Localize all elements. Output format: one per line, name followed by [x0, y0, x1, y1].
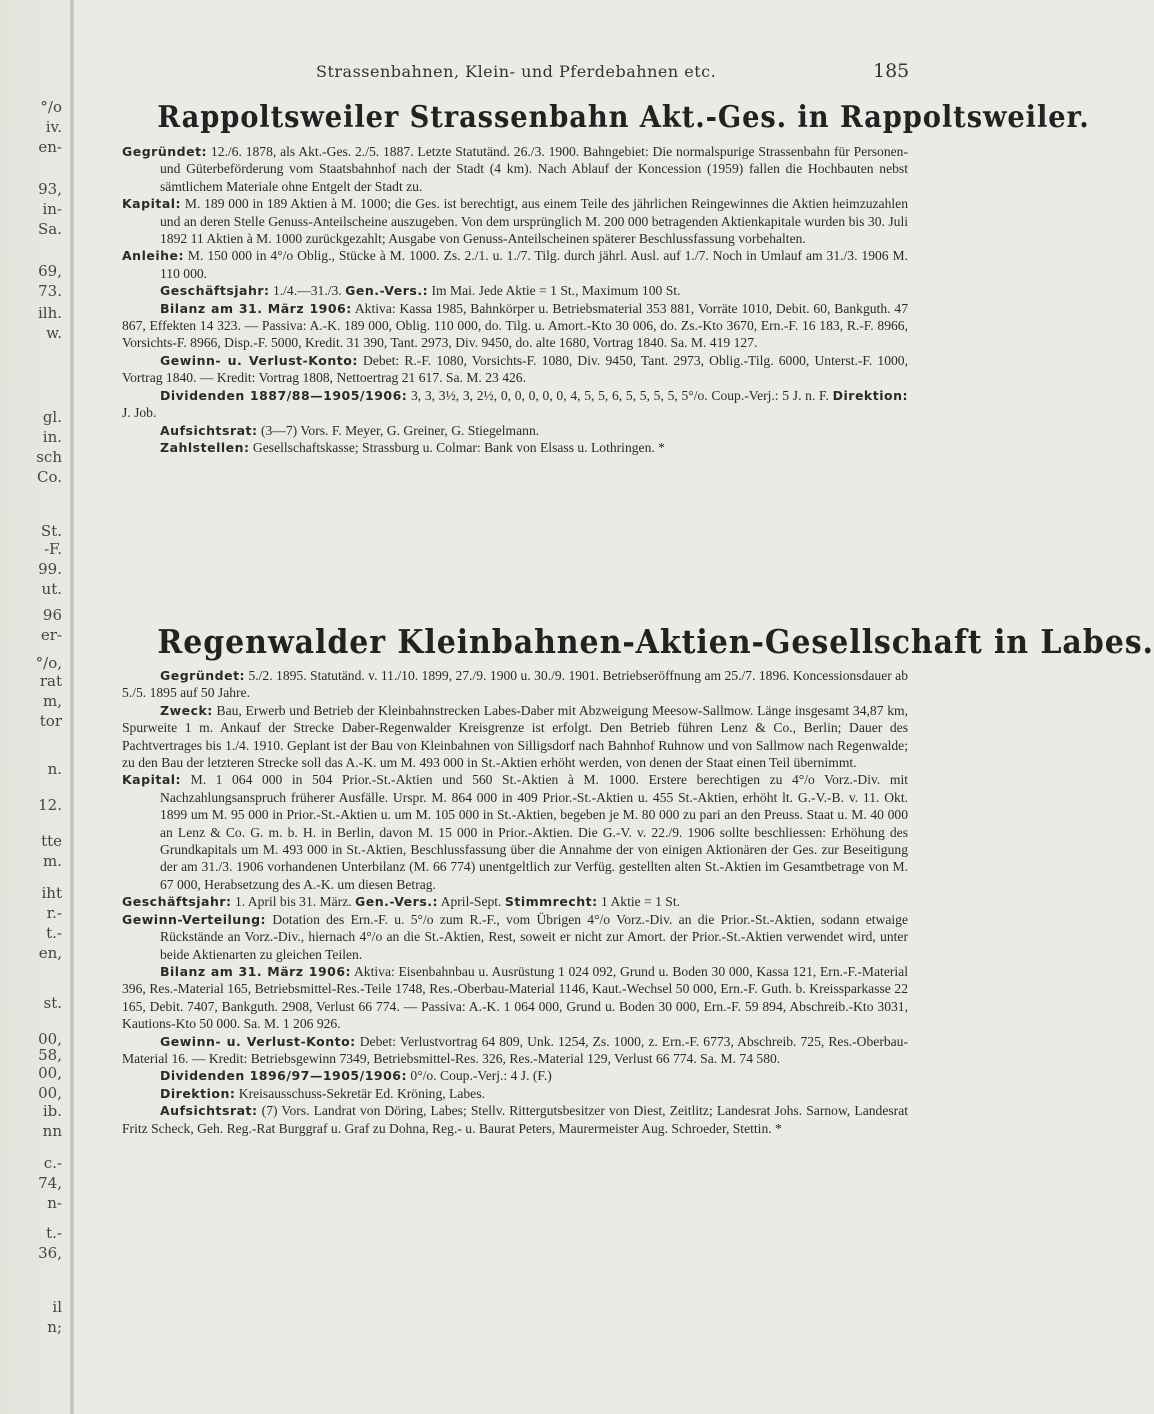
article-paragraph [122, 1085, 908, 1102]
section-label: Aufsichtsrat: [160, 422, 258, 438]
section-text: Bau, Erwerb und Betrieb der Kleinbahnstrecken Labes-Daber mit Abzweigung Meesow-Sallmow. Länge insgesamt 34,87 km, Spurweite 1 m. Ankauf der Strecke Daber-Regenwalder Kreisgrenze ist erfolgt. Den Betrieb führen Lenz & Co., Berlin; Dauer des Pachtvertrages bis 1./4. 1910. Geplant ist der Bau von Kleinbahnen von Silligsdorf nach Bahnhof Ruhnow und von Sallmow nach Regenwalde; zu den Bau der letzteren Strecke soll das A.-K. um M. 493 000 in St.-Aktien erhöht werden, von denen der Staat einen Teil übernimmt. [122, 702, 908, 771]
section-text: Gesellschaftskasse; Strassburg u. Colmar: Bank von Elsass u. Lothringen. * [249, 439, 665, 455]
margin-fragment: 69, [38, 262, 62, 280]
section-text: 0°/o. Coup.-Verj.: 4 J. (F.) [407, 1068, 552, 1084]
margin-fragment: 00, [38, 1030, 62, 1048]
article-paragraph [122, 247, 908, 282]
section-label: Zweck: [160, 702, 213, 718]
article-paragraph [122, 702, 908, 772]
margin-fragment: 73. [38, 282, 62, 300]
section-label: Geschäftsjahr: [160, 283, 270, 299]
margin-fragment: 74, [38, 1174, 62, 1192]
section-text: 1 Aktie = 1 St. [597, 894, 681, 910]
article-paragraph [122, 143, 908, 195]
article-paragraph [122, 1033, 908, 1068]
margin-fragment: 36, [38, 1244, 62, 1262]
article-paragraph [122, 439, 908, 456]
running-header: Strassenbahnen, Klein- und Pferdebahnen etc. [316, 62, 717, 81]
section-label: Zahlstellen: [160, 439, 250, 455]
section-text: M. 150 000 in 4°/o Oblig., Stücke à M. 1000. Zs. 2./1. u. 1./7. Tilg. durch jährl. Ausl. auf 1./7. Noch in Umlauf am 31./3. 1906 M. 110 000. [160, 248, 908, 281]
left-margin-fragments [0, 0, 66, 1414]
margin-fragment: in- [42, 200, 62, 218]
article-paragraph [122, 893, 908, 910]
section-text: 1. April bis 31. März. [231, 894, 356, 910]
section-text: (3—7) Vors. F. Meyer, G. Greiner, G. Stiegelmann. [257, 422, 540, 438]
article-regenwalder [122, 622, 1154, 1137]
margin-fragment: m. [43, 852, 62, 870]
margin-fragment: 58, [38, 1046, 62, 1064]
margin-fragment: er- [40, 626, 62, 644]
section-label: Gewinn- u. Verlust-Konto: [160, 352, 358, 368]
section-label: Stimmrecht: [504, 894, 598, 910]
article-paragraph [122, 667, 908, 702]
section-label: Aufsichtsrat: [160, 1103, 258, 1119]
margin-fragment: w. [46, 324, 62, 342]
margin-fragment: St. [40, 522, 62, 540]
margin-fragment: 99. [38, 560, 62, 578]
margin-fragment: ib. [42, 1102, 62, 1120]
margin-fragment: 96 [42, 606, 62, 624]
article-paragraph [122, 771, 908, 893]
margin-fragment: rat [39, 672, 62, 690]
margin-fragment: en- [38, 138, 62, 156]
section-text: 12./6. 1878, als Akt.-Ges. 2./5. 1887. Letzte Statutänd. 26./3. 1900. Bahngebiet: Die normalspurige Strassenbahn für Personen- und Güterbeförderung vom Staatsbahnhof nach der Stadt (4 km). Nach Ablauf der Koncession (1959) fallen die Hochbauten nebst sämtlichem Materiale ohne Entgelt der Stadt zu. [160, 144, 908, 194]
section-text: 3, 3, 3½, 3, 2½, 0, 0, 0, 0, 0, 4, 5, 5, 6, 5, 5, 5, 5, 5°/o. Coup.-Verj.: 5 J. n. F. [407, 387, 833, 403]
section-label: Dividenden 1896/97—1905/1906: [160, 1068, 407, 1084]
margin-fragment: 93, [38, 180, 62, 198]
margin-fragment: ut. [41, 580, 62, 598]
section-text: Dotation des Ern.-F. u. 5°/o zum R.-F., vom Übrigen 4°/o Vorz.-Div. an die Prior.-St.-Aktien, sodann etwaige Rückstände an Vorz.-Div., hiernach 4°/o an die St.-Aktien, Rest, soweit er nicht zur Amort. der Prior.-St.-Aktien verwendet wird, unter beide Aktienarten zu gleichen Teilen. [160, 911, 908, 962]
margin-fragment: en, [38, 944, 62, 962]
margin-fragment: m, [43, 692, 62, 710]
section-label: Gen.-Vers.: [345, 283, 429, 299]
article-paragraph [122, 1102, 908, 1137]
section-text: Im Mai. Jede Aktie = 1 St., Maximum 100 St. [428, 283, 681, 299]
margin-fragment: iht [41, 884, 62, 902]
margin-fragment: °/o [40, 98, 62, 116]
margin-fragment: t.- [46, 924, 62, 942]
section-label: Gegründet: [122, 144, 208, 159]
article-paragraph [122, 1067, 908, 1084]
margin-fragment: nn [42, 1122, 62, 1140]
binding-fold [70, 0, 74, 1414]
section-text: Debet: R.-F. 1080, Vorsichts-F. 1080, Div. 9450, Tant. 2973, Oblig.-Tilg. 6000, Unterst.-F. 1000, Vortrag 1840. — Kredit: Vortrag 1808, Nettoertrag 21 617. Sa. M. 23 426. [122, 352, 909, 386]
margin-fragment: c.- [43, 1154, 62, 1172]
margin-fragment: n- [47, 1194, 62, 1212]
article-paragraph [122, 422, 908, 439]
section-text: 5./2. 1895. Statutänd. v. 11./10. 1899, 27./9. 1900 u. 30./9. 1901. Betriebseröffnung am 25./7. 1896. Koncessionsdauer ab 5./5. 1895 auf 50 Jahre. [122, 668, 908, 701]
section-label: Dividenden 1887/88—1905/1906: [160, 387, 408, 403]
margin-fragment: °/o, [35, 654, 62, 672]
margin-fragment: Co. [36, 468, 62, 486]
article-body [122, 143, 908, 456]
section-text: 1./4.—31./3. [269, 283, 346, 299]
margin-fragment: iv. [45, 118, 62, 136]
article-title: Regenwalder Kleinbahnen-Aktien-Gesellschaft in Labes. [157, 622, 1154, 661]
section-text: Aktiva: Kassa 1985, Bahnkörper u. Betriebsmaterial 353 881, Vorräte 1010, Debit. 60, Bankguth. 47 867, Effekten 14 323. — Passiva: A.-K. 189 000, Oblig. 110 000, do. Tilg. u. Amort.-Kto 30 006, do. Zs.-Kto 3670, Ern.-F. 16 183, R.-F. 8966, Vorsichts-F. 8966, Disp.-F. 5000, Kredit. 31 390, Tant. 2973, Div. 9450, do. alte 1680, Vortrag 1840. Sa. M. 419 127. [122, 300, 908, 351]
section-text: M. 1 064 000 in 504 Prior.-St.-Aktien und 560 St.-Aktien à M. 1000. Erstere berechtigen zu 4°/o Vorz.-Div. mit Nachzahlungsanspruch früherer Ausfälle. Urspr. M. 864 000 in 409 Prior.-St.-Aktien u. 455 St.-Aktien, erhöht lt. G.-V.-B. v. 11. Okt. 1899 um M. 95 000 in Prior.-St.-Aktien u. um M. 105 000 in St.-Aktien, begeben je M. 80 000 zu pari an den Preuss. Staat u. M. 40 000 an Lenz & Co. G. m. b. H. in Berlin, davon M. 15 000 in Prior.-Aktien. Die G.-V. v. 22./9. 1906 sollte beschliessen: Erhöhung des Grundkapitals um M. 493 000 in St.-Aktien, Beschlussfassung über die Annahme der von einigen Aktionären der Ges. zur Beseitigung der am 31./3. 1906 vorhandenen Unterbilanz (M. 66 774) unentgeltlich zur Verfüg. gestellten alten St.-Aktien im Gesamtbetrage von M. 67 000, Herabsetzung des A.-K. um diesen Betrag. [160, 772, 908, 892]
article-paragraph [122, 300, 908, 352]
section-label: Bilanz am 31. März 1906: [160, 300, 352, 316]
section-text: April-Sept. [438, 894, 505, 910]
section-text: Kreisausschuss-Sekretär Ed. Kröning, Labes. [235, 1085, 485, 1101]
article-title: Rappoltsweiler Strassenbahn Akt.-Ges. in Rappoltsweiler. [157, 100, 1090, 135]
margin-fragment: sch [36, 448, 62, 466]
margin-fragment: 00, [38, 1084, 62, 1102]
margin-fragment: Sa. [38, 220, 62, 238]
margin-fragment: ilh. [37, 304, 62, 322]
margin-fragment: n. [47, 760, 62, 778]
section-text: (7) Vors. Landrat von Döring, Labes; Stellv. Rittergutsbesitzer von Diest, Zeitlitz; Landesrat Johs. Sarnow, Landesrat Fritz Scheck, Geh. Reg.-Rat Burggraf u. Graf zu Dohna, Reg.- u. Baurat Peters, Maurermeister Aug. Schroeder, Stettin. * [122, 1103, 908, 1136]
margin-fragment: gl. [42, 408, 62, 426]
margin-fragment: r.- [46, 904, 62, 922]
section-label: Gegründet: [160, 668, 246, 683]
section-text: J. Job. [122, 405, 157, 421]
section-text: Aktiva: Eisenbahnbau u. Ausrüstung 1 024 092, Grund u. Boden 30 000, Kassa 121, Ern.-F.-Material 396, Res.-Material 165, Betriebsmittel-Res.-Teile 1748, Res.-Oberbau-Material 1146, Kaut.-Wechsel 50 000, Ern.-F. Guth. b. Kreissparkasse 22 165, Debit. 7407, Bankguth. 2908, Verlust 66 774. — Passiva: A.-K. 1 064 000, Grund u. Boden 30 000, Ern.-F. 59 894, Abschreib.-Kto 3031, Kautions-Kto 50 000. Sa. M. 1 206 926. [122, 963, 908, 1032]
article-paragraph [122, 387, 908, 422]
section-label: Bilanz am 31. März 1906: [160, 963, 352, 979]
article-paragraph [122, 352, 908, 387]
article-rappoltsweiler [122, 100, 1090, 456]
section-label: Gen.-Vers.: [355, 894, 439, 910]
section-label: Kapital: [122, 772, 182, 788]
article-paragraph [122, 911, 908, 963]
section-label: Anleihe: [122, 248, 184, 264]
margin-fragment: n; [47, 1318, 62, 1336]
section-label: Kapital: [122, 196, 182, 212]
margin-fragment: 00, [38, 1064, 62, 1082]
section-label: Direktion: [160, 1085, 236, 1101]
margin-fragment: tor [39, 712, 62, 730]
section-text: M. 189 000 in 189 Aktien à M. 1000; die Ges. ist berechtigt, aus einem Teile des jährlichen Reingewinnes die Aktien heimzuzahlen und an deren Stelle Genuss-Anteilscheine auszugeben. Von dem ursprünglich M. 200 000 betragenden Aktienkapitale wurden bis 30. Juli 1892 11 Aktien à M. 1000 zurückgezahlt; Ausgabe von Genuss-Anteilscheinen späterer Beschlussfassung vorbehalten. [160, 196, 908, 247]
section-text: Debet: Verlustvortrag 64 809, Unk. 1254, Zs. 1000, z. Ern.-F. 6773, Abschreib. 725, Res.-Oberbau-Material 16. — Kredit: Betriebsgewinn 7349, Betriebsmittel-Res. 326, Res.-Material 129, Verlust 66 774. Sa. M. 74 580. [122, 1033, 909, 1066]
page-number: 185 [873, 60, 910, 82]
margin-fragment: in. [42, 428, 62, 446]
margin-fragment: -F. [44, 540, 62, 558]
margin-fragment: t.- [46, 1224, 62, 1242]
margin-fragment: tte [41, 832, 62, 850]
section-label: Direktion: [832, 387, 908, 403]
section-label: Gewinn- u. Verlust-Konto: [160, 1033, 356, 1049]
article-paragraph [122, 963, 908, 1033]
margin-fragment: il [52, 1298, 62, 1316]
article-body [122, 667, 908, 1137]
article-paragraph [122, 282, 908, 299]
margin-fragment: 12. [38, 796, 62, 814]
article-paragraph [122, 195, 908, 247]
section-label: Gewinn-Verteilung: [122, 911, 267, 927]
margin-fragment: st. [43, 994, 62, 1012]
section-label: Geschäftsjahr: [122, 894, 232, 910]
